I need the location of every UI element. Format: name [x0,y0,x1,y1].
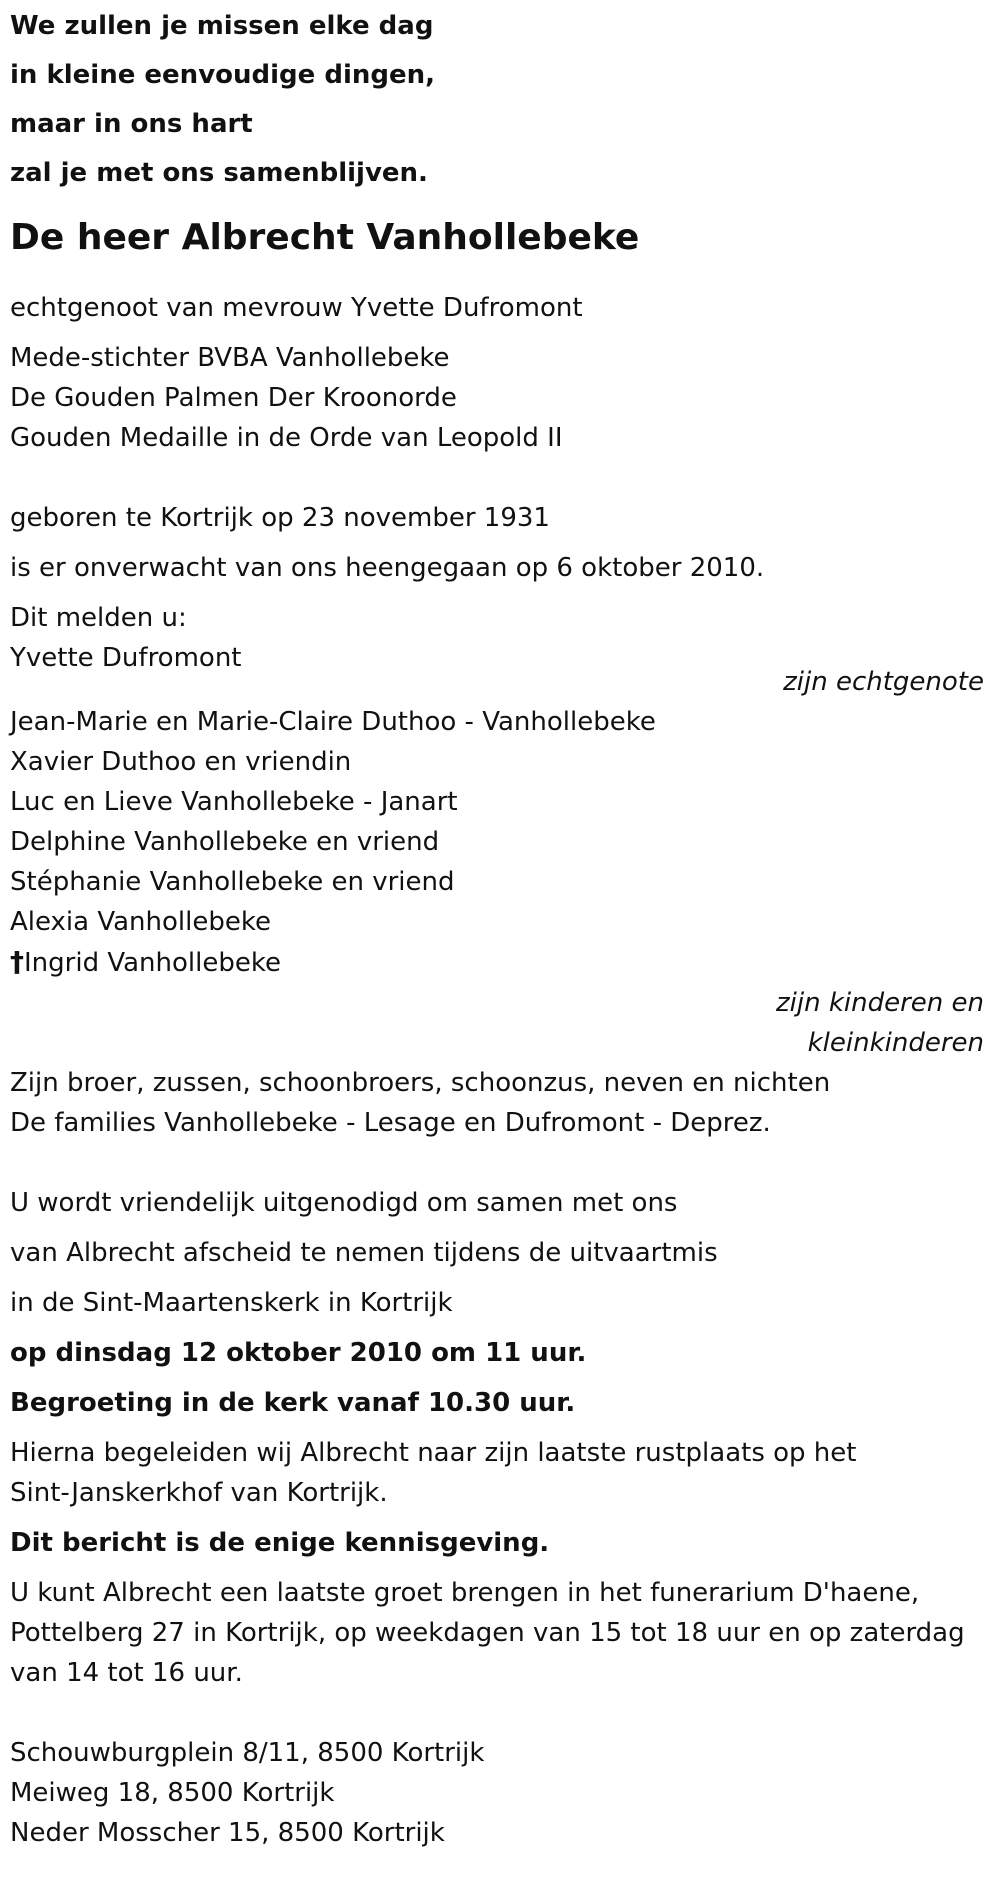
invitation-line: van Albrecht afscheid te nemen tijdens de uitvaartmis [10,1238,718,1268]
invitation [10,1183,990,1323]
poem [10,2,990,198]
birth-line: geboren te Kortrijk op 23 november 1931 [10,503,550,533]
obituary-notice [10,0,990,1853]
child-item-deceased [10,942,990,983]
visit-line: U kunt Albrecht een laatste groet brengen in het funerarium D'haene, [10,1578,920,1608]
visit-info [10,1573,990,1693]
deceased-child-name: Ingrid Vanhollebeke [24,948,281,978]
burial-line: Sint-Janskerkhof van Kortrijk. [10,1478,388,1508]
children-role: kleinkinderen [807,1028,984,1058]
spouse-name: Yvette Dufromont [10,643,242,673]
honour-item: De Gouden Palmen Der Kroonorde [10,383,457,413]
notice-line: Dit bericht is de enige kennisgeving. [10,1528,550,1558]
cross-icon: † [10,945,24,978]
child-item: Luc en Lieve Vanhollebeke - Janart [10,787,458,817]
address-list [10,1733,990,1853]
address-item: Neder Mosscher 15, 8500 Kortrijk [10,1818,445,1848]
child-item: Delphine Vanhollebeke en vriend [10,827,440,857]
burial-line: Hierna begeleiden wij Albrecht naar zijn laatste rustplaats op het [10,1438,857,1468]
visit-line: Pottelberg 27 in Kortrijk, op weekdagen van 15 tot 18 uur en op zaterdag [10,1618,965,1648]
passing-line: is er onverwacht van ons heengegaan op 6 oktober 2010. [10,553,765,583]
child-item: Alexia Vanhollebeke [10,907,271,937]
burial-info [10,1433,990,1513]
child-item: Stéphanie Vanhollebeke en vriend [10,867,455,897]
child-item: Jean-Marie en Marie-Claire Duthoo - Vanhollebeke [10,707,656,737]
spouse-line: echtgenoot van mevrouw Yvette Dufromont [10,293,583,323]
family-item: De families Vanhollebeke - Lesage en Dufromont - Deprez. [10,1108,771,1138]
poem-line: in kleine eenvoudige dingen, [10,60,436,90]
family-list [10,1063,990,1143]
child-item: Xavier Duthoo en vriendin [10,747,352,777]
deceased-name: De heer Albrecht Vanhollebeke [10,217,640,258]
ceremony-date: op dinsdag 12 oktober 2010 om 11 uur. [10,1338,587,1368]
family-item: Zijn broer, zussen, schoonbroers, schoonzus, neven en nichten [10,1068,831,1098]
visit-line: van 14 tot 16 uur. [10,1658,243,1688]
spouse-role: zijn echtgenote [783,667,984,697]
greeting-time: Begroeting in de kerk vanaf 10.30 uur. [10,1388,576,1418]
invitation-line: in de Sint-Maartenskerk in Kortrijk [10,1288,453,1318]
poem-line: zal je met ons samenblijven. [10,158,428,188]
poem-line: We zullen je missen elke dag [10,11,434,41]
poem-line: maar in ons hart [10,109,253,139]
honour-item: Gouden Medaille in de Orde van Leopold II [10,423,563,453]
invitation-line: U wordt vriendelijk uitgenodigd om samen met ons [10,1188,678,1218]
announce-intro: Dit melden u: [10,603,187,633]
address-item: Schouwburgplein 8/11, 8500 Kortrijk [10,1738,485,1768]
honour-item: Mede-stichter BVBA Vanhollebeke [10,343,450,373]
honours-list [10,338,990,458]
children-role: zijn kinderen en [776,988,984,1018]
address-item: Meiweg 18, 8500 Kortrijk [10,1778,335,1808]
children-list [10,702,990,983]
